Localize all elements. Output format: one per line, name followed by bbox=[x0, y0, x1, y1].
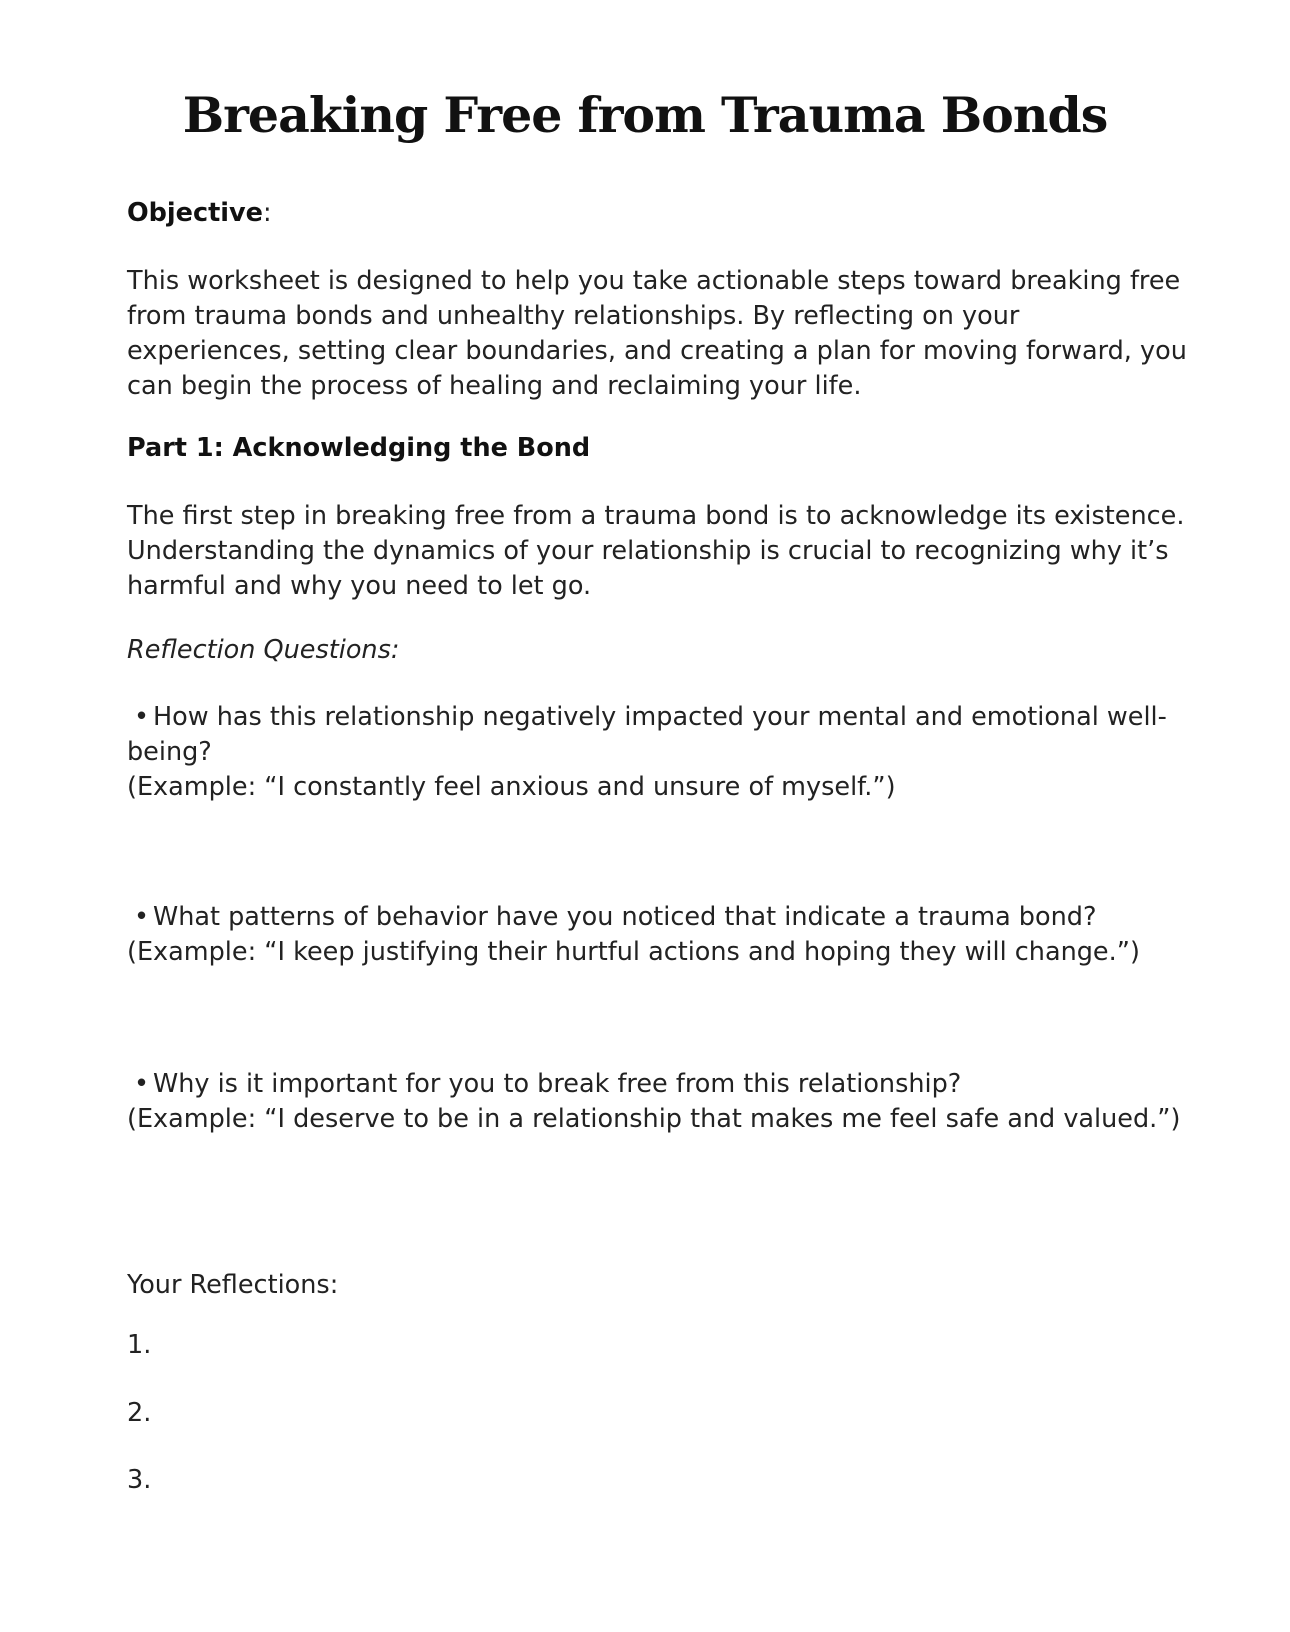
bullet-icon: • bbox=[133, 702, 149, 732]
reflection-questions-label: Reflection Questions: bbox=[127, 635, 400, 665]
objective-colon: : bbox=[262, 198, 272, 228]
reflection-number-3: 3. bbox=[127, 1465, 152, 1495]
question-text: What patterns of behavior have you noticed that indicate a trauma bond? bbox=[153, 902, 1097, 932]
your-reflections-label: Your Reflections: bbox=[127, 1270, 339, 1300]
question-1 bbox=[127, 700, 1187, 805]
reflection-number-2: 2. bbox=[127, 1398, 152, 1428]
question-text: How has this relationship negatively impacted your mental and emotional well-being? bbox=[127, 702, 1167, 767]
page-title: Breaking Free from Trauma Bonds bbox=[182, 86, 1108, 144]
objective-label-line bbox=[127, 196, 1187, 231]
question-3 bbox=[127, 1067, 1187, 1137]
bullet-icon: • bbox=[133, 1069, 149, 1099]
question-text: Why is it important for you to break free from this relationship? bbox=[153, 1069, 962, 1099]
objective-text: This worksheet is designed to help you take actionable steps toward breaking free from trauma bonds and unhealthy relationships. By reflecting on your experiences, setting clear boundaries, and creating a plan for moving forward, you can begin the process of healing and reclaiming your life. bbox=[127, 266, 1187, 401]
objective-label: Objective bbox=[127, 198, 263, 228]
question-example: (Example: “I keep justifying their hurtful actions and hoping they will change.”) bbox=[127, 937, 1140, 967]
question-2 bbox=[127, 900, 1187, 970]
bullet-icon: • bbox=[133, 902, 149, 932]
question-example: (Example: “I constantly feel anxious and unsure of myself.”) bbox=[127, 772, 896, 802]
part1-heading: Part 1: Acknowledging the Bond bbox=[127, 433, 591, 463]
question-example: (Example: “I deserve to be in a relationship that makes me feel safe and valued.”) bbox=[127, 1104, 1181, 1134]
part1-intro: The first step in breaking free from a trauma bond is to acknowledge its existence. Understanding the dynamics of your relationship is crucial to recognizing why it’s harmful and why you need to let go. bbox=[127, 501, 1185, 601]
reflection-number-1: 1. bbox=[127, 1330, 152, 1360]
